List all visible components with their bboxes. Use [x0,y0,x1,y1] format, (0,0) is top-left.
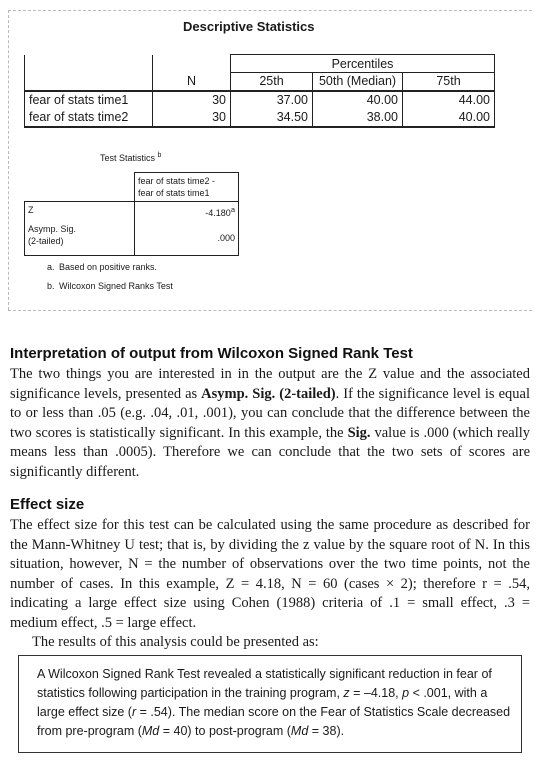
pair-header [135,173,239,202]
percentiles-header: Percentiles [231,55,495,73]
z-value-text: -4.180 [205,208,231,218]
result-symbol: z [343,686,350,700]
result-text: = 40) to post-program ( [159,724,291,738]
footnote-a [47,262,157,272]
table-row [25,221,239,255]
effect-size-paragraph: The effect size for this test can be calculated using the same procedure as described for the Mann-Whitney U test; that is, by dividing the z value by the square root of N. In this situation, however, N = the number of observations over the two time points, not the number of cases. In this example, Z = 4.18, N = 60 (cases × 2); therefore r = .54, indicating a large effect size using Cohen (1988) criteria of .1 = small effect, .3 = medium effect, .5 = large effect. [10,517,530,631]
footnote-b-mark: b. [47,281,55,291]
interpretation-heading: Interpretation of output from Wilcoxon Signed Rank Test [10,345,413,362]
para-text: The two things you are interested in in the output are the Z value and the associated significance levels, presented as [10,366,530,402]
result-symbol: Md [290,724,309,738]
table-row [25,202,239,222]
para-text: value is .000 (which really means less than .0005). Therefore we can conclude that the two sets of scores are significantly different. [10,424,531,480]
n-cell: 30 [153,109,231,127]
result-text: = 38). [308,724,345,738]
n-cell: 30 [153,91,231,109]
n-header: N [153,73,231,91]
table-header-row [25,73,495,91]
sig-value: .000 [135,221,239,255]
footnote-b [47,281,173,291]
output-border-top [8,10,532,11]
table-header-row [25,55,495,73]
pair-header-line2: fear of stats time1 [138,188,210,198]
z-label: Z [25,202,135,222]
z-value-sup: a [230,205,235,214]
result-symbol: p [402,686,410,700]
p25-cell: 37.00 [231,91,313,109]
results-summary-box [18,655,522,753]
effect-size-lead-in: The results of this analysis could be presented as: [32,634,319,650]
para-bold: Sig. [347,424,371,441]
test-statistics-title [100,152,161,163]
result-text: = –4.18, [349,686,403,700]
p75-cell: 40.00 [403,109,495,127]
test-statistics-table [24,172,239,256]
empty-header-cell [25,55,153,73]
result-text: < .001, with a large effect size ( [37,686,488,719]
para-text: . If the significance level is equal to or less than .05 (e.g. .04, .01, .001), you can conclude that the difference between the two scores is statistically significant. In this example, the [10,385,530,441]
descriptive-statistics-table [24,54,495,128]
sig-label-line1: Asymp. Sig. [28,224,77,234]
p75-cell: 44.00 [403,91,495,109]
output-border-bottom [8,310,532,311]
p75-header: 75th [403,73,495,91]
output-border-left [8,10,9,310]
test-statistics-title-text: Test Statistics [100,153,156,163]
sig-label [25,221,135,255]
interpretation-paragraph [10,365,530,482]
sig-label-line2: (2-tailed) [28,236,64,246]
result-symbol: r [131,705,137,719]
empty-header-cell [25,73,153,91]
test-statistics-title-sup: b [157,152,162,159]
footnote-a-text: Based on positive ranks. [59,262,158,272]
p50-cell: 40.00 [313,91,403,109]
descriptive-statistics-title: Descriptive Statistics [183,19,315,34]
result-symbol: Md [141,724,160,738]
row-label: fear of stats time1 [25,91,153,109]
pair-header-line1: fear of stats time2 - [138,176,216,186]
table-row [25,91,495,109]
para-bold: Asymp. Sig. (2-tailed) [201,385,336,402]
row-label: fear of stats time2 [25,109,153,127]
table-header-row [25,173,239,202]
table-row [25,109,495,127]
p50-cell: 38.00 [313,109,403,127]
p25-header: 25th [231,73,313,91]
z-value [135,202,239,222]
result-text: A Wilcoxon Signed Rank Test revealed a statistically significant reduction in fear of statistics following participation in the training program, [37,667,492,700]
p25-cell: 34.50 [231,109,313,127]
footnote-a-mark: a. [47,262,55,272]
p50-header: 50th (Median) [313,73,403,91]
empty-header-cell [153,55,231,73]
result-text: = .54). The median score on the Fear of Statistics Scale decreased from pre-program ( [37,705,511,738]
footnote-b-text: Wilcoxon Signed Ranks Test [59,281,173,291]
empty-header-cell [25,173,135,202]
effect-size-heading: Effect size [10,496,85,513]
